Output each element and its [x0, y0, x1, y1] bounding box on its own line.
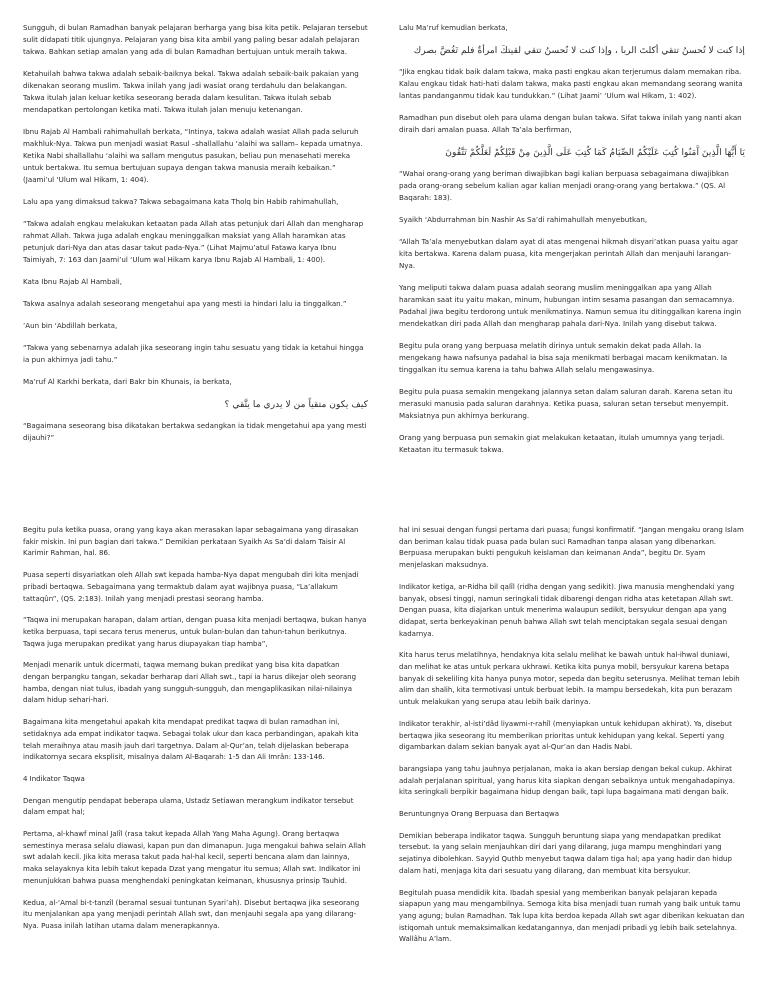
paragraph: Indikator terakhir, al-isti’dâd liyawmi-r-rahîl (menyiapkan untuk kehidupan akhirat). Ya, disebut bertaqwa jika seseorang itu memberikan prioritas untuk kehidupan yang kekal. Seperti yang digambarkan dalam sekian banyak ayat al-Qur’an dan Hadis Nabi. [399, 719, 732, 752]
paragraph: Puasa seperti disyariatkan oleh Allah swt kepada hamba-Nya dapat mengubah diri kita menjadi pribadi bertaqwa. Sebagaimana yang termaktub dalam ayat wajibnya puasa, “La’allakum tattaqûn”, (QS. 2:183). Inilah yang menjadi prestasi seorang hamba. [23, 571, 359, 603]
paragraph: Ramadhan pun disebut oleh para ulama dengan bulan takwa. Sifat takwa inilah yang nanti akan diraih dari amalan puasa. Allah Ta’ala berfirman, [399, 113, 742, 134]
paragraph: Indikator ketiga, ar-Ridha bil qalîl (ridha dengan yang sedikit). Jiwa manusia menghendaki yang banyak, obsesi tinggi, namun seringkali tidak dibarengi dengan ridha atas ketetapan Allah swt. Dengan puasa, kita diajarkan untuk menerima walaupun sedikit, bersyukur dengan apa yang didapat, serta berkeyakinan penuh bahwa Allah swt telah menciptakan segala sesuai dengan kadarnya. [399, 582, 735, 638]
paragraph: Begitu pula ketika puasa, orang yang kaya akan merasakan lapar sebagaimana yang dirasakan fakir miskin. Ini pun bagian dari takwa.” Demikian perkataan Syaikh As Sa’di dalam Taisir Al Karimir Rahman, hal. 86. [23, 526, 359, 558]
paragraph: Begitulah puasa mendidik kita. Ibadah spesial yang memberikan banyak pelajaran kepada siapapun yang mau mengambilnya. Semoga kita bisa menjadi tuan rumah yang baik untuk tamu yang agung; bulan Ramadhan. Tak lupa kita berdoa kepada Allah swt agar diberikan kekuatan dan istiqomah untuk memaksimalkan kedatangannya, dan menjadi pribadi yg lebih baik setelahnya. Wallâhu A’lam. [399, 888, 745, 944]
paragraph: Begitu pula orang yang berpuasa melatih dirinya untuk semakin dekat pada Allah. Ia mengekang hawa nafsunya padahal ia bisa saja menikmati berbagai macam kenikmatan. Ia tinggalkan itu semua karena ia tahu bahwa Allah selalu mengawasinya. [399, 341, 728, 374]
quote-paragraph: “Taqwa ini merupakan harapan, dalam artian, dengan puasa kita menjadi bertaqwa, bukan hanya ketika berpuasa, tapi secara terus menerus, untuk bulan-bulan dan tahun-tahun berikutnya. Taqwa juga merupakan predikat yang harus diupayakan tiap hamba”, [23, 616, 367, 648]
page-1-left-column [23, 22, 368, 454]
section-heading: 4 Indikator Taqwa [23, 774, 85, 783]
paragraph: Lalu Ma’ruf kemudian berkata, [399, 23, 508, 32]
paragraph: hal ini sesuai dengan fungsi pertama dari puasa; fungsi konfirmatif. “Jangan mengaku orang Islam dan beriman kalau tidak puasa pada bulan suci Ramadhan tanpa alasan yang dibenarkan. Berpuasa merupakan bukti pengukuh keislaman dan keimanan Anda”, begitu Dr. Syam menjelaskan maksudnya. [399, 526, 744, 570]
paragraph: Lalu apa yang dimaksud takwa? Takwa sebagaimana kata Tholq bin Habib rahimahullah, [23, 197, 339, 206]
paragraph: ’Aun bin ‘Abdillah berkata, [23, 321, 118, 330]
document-page-2 [0, 515, 768, 1006]
quote-paragraph: “Jika engkau tidak baik dalam takwa, maka pasti engkau akan terjerumus dalam memakan riba. Kalau engkau tidak hati-hati dalam takwa, maka pasti engkau akan memandang seorang wanita lantas pandanganmu tidak kau tundukkan.” (Lihat Jaami’ ‘Ulum wal Hikam, 1: 402). [399, 67, 743, 100]
paragraph: Demikian beberapa indikator taqwa. Sungguh beruntung siapa yang mendapatkan predikat tersebut. Ia yang selain menjauhkan diri dari yang dilarang, juga mampu menghindari yang sejatinya dibolehkan. Sayyid Quthb menyebut taqwa dalam tiga hal; apa yang hadir dan hidup dalam hati, menjaga kita dari sesuatu yang dilarang, dan membuat kita bersyukur. [399, 831, 732, 875]
paragraph: Pertama, al-khawf minal Jalîl (rasa takut kepada Allah Yang Maha Agung). Orang bertaqwa semestinya merasa selalu diawasi, kapan pun dan dimanapun. Juga mengakui bahwa selain Allah swt adalah kecil. Jika kita merasa takut pada hal-hal kecil, seperti bencana alam dan lainnya, maka selayaknya kita lebih takut kepada Dzat yang mengatur itu semua; Allah swt. Indikator ini menunjukkan bahwa puasa menghendaki peningkatan keimanan, khususnya prinsip Tauhid. [23, 830, 366, 885]
document-page-1 [0, 0, 768, 500]
paragraph: barangsiapa yang tahu jauhnya perjalanan, maka ia akan bersiap dengan bekal cukup. Akhirat adalah perjalanan spiritual, yang harus kita siapkan dengan sebaiknya untuk mengahadapinya. kita seringkali berpikir bagaimana hidup dengan baik, tapi lupa bagaimana mati dengan baik. [399, 764, 735, 797]
quote-paragraph: “Takwa adalah engkau melakukan ketaatan pada Allah atas petunjuk dari Allah dan mengharap rahmat Allah. Takwa juga adalah engkau meninggalkan maksiat yang Allah haramkan atas petunjuk dari-Nya dan atas dasar takut pada-Nya.” (Lihat Majmu’atul Fatawa karya Ibnu Taimiyah, 7: 163 dan Jaami’ul ‘Ulum wal Hikam karya Ibnu Rajab Al Hambali, 1: 400). [23, 219, 364, 264]
paragraph: Begitu pula puasa semakin mengekang jalannya setan dalam saluran darah. Karena setan itu merasuki manusia pada saluran darahnya. Ketika puasa, saluran setan tersebut menyempit. Maksiatnya pun akhirnya berkurang. [399, 387, 733, 420]
quote-paragraph: “Allah Ta’ala menyebutkan dalam ayat di atas mengenai hikmah disyari’atkan puasa yaitu agar kita bertakwa. Karena dalam puasa, kita mengerjakan perintah Allah dan menjauhi larangan-Nya. [399, 237, 739, 270]
quote-paragraph: “Bagaimana seseorang bisa dikatakan bertakwa sedangkan ia tidak mengetahui apa yang mesti dijauhi?” [23, 421, 367, 442]
page-1-right-column [399, 22, 745, 466]
arabic-verse: يَا أَيُّهَا الَّذِينَ آَمَنُوا كُتِبَ عَلَيْكُمُ الصِّيَامُ كَمَا كُتِبَ عَلَى الَّذِينَ مِنْ قَبْلِكُمْ لَعَلَّكُمْ تَتَّقُونَ [445, 147, 745, 158]
paragraph: Yang meliputi takwa dalam puasa adalah seorang muslim meninggalkan apa yang Allah haramkan saat itu yaitu makan, minum, hubungan intim sesama pasangan dan semacamnya. Padahal jiwa begitu terdorong untuk menikmatinya. Namun semua itu ditinggalkan karena ingin mendekatkan diri pada Allah dan mengharap pahala dari-Nya. Inilah yang disebut takwa. [399, 283, 742, 328]
paragraph: Ketahuilah bahwa takwa adalah sebaik-baiknya bekal. Takwa adalah sebaik-baik pakaian yang dikenakan seorang muslim. Takwa inilah yang jadi wasiat orang terdahulu dan belakangan. Takwa itulah jalan keluar ketika seseorang berada dalam kesulitan. Takwa itulah sebab mendapatkan pertolongan ketika mati. Takwa itulah jalan menuju ketenangan. [23, 69, 359, 114]
quote-paragraph: “Takwa yang sebenarnya adalah jika seseorang ingin tahu sesuatu yang tidak ia ketahui hingga ia pun akhirnya jadi tahu.” [23, 343, 364, 364]
page-2-right-column [399, 525, 745, 956]
quote-paragraph: “Wahai orang-orang yang beriman diwajibkan bagi kalian berpuasa sebagaimana diwajibkan pada orang-orang sebelum kalian agar kalian menjadi orang-orang yang bertakwa.” (QS. Al Baqarah: 183). [399, 169, 729, 202]
paragraph: Sungguh, di bulan Ramadhan banyak pelajaran berharga yang bisa kita petik. Pelajaran tersebut sulit didapati titik ujungnya. Pelajaran yang bisa kita ambil yang paling besar adalah pelajaran takwa. Bahkan setiap amalan yang ada di bulan Ramadhan bertujuan untuk meraih takwa. [23, 23, 368, 56]
paragraph: Syaikh ‘Abdurrahman bin Nashir As Sa’di rahimahullah menyebutkan, [399, 215, 648, 224]
page-2-left-column [23, 525, 368, 943]
paragraph: Ibnu Rajab Al Hambali rahimahullah berkata, “Intinya, takwa adalah wasiat Allah pada seluruh makhluk-Nya. Takwa pun menjadi wasiat Rasul –shallallahu ‘alaihi wa sallam– kepada umatnya. Ketika Nabi shallallahu ‘alaihi wa sallam mengutus pasukan, beliau pun menasehati mereka untuk bertakwa. Itu semua bertujuan supaya dengan takwa manusia meraih kebaikan.” (Jaami’ul ‘Ulum wal Hikam, 1: 404). [23, 127, 363, 184]
paragraph: Ma’ruf Al Karkhi berkata, dari Bakr bin Khunais, ia berkata, [23, 377, 232, 386]
paragraph: Kita harus terus melatihnya, hendaknya kita selalu melihat ke bawah untuk hal-ihwal duniawi, dan melihat ke atas untuk perkara ukhrawi. Ketika kita punya mobil, bersyukur karena betapa banyak di sekeliling kita hanya punya motor, sepeda dan begitu seterusnya. Melihat teman lebih alim dan shalih, kita termotivasi untuk berbuat lebih. Ia mampu bersedekah, kita pun berazam untuk melakukan yang serupa atau lebih baik darinya. [399, 651, 740, 707]
paragraph: Dengan mengutip pendapat beberapa ulama, Ustadz Setiawan merangkum indikator tersebut dalam empat hal; [23, 796, 354, 817]
paragraph: Menjadi menarik untuk dicermati, taqwa memang bukan predikat yang bisa kita dapatkan dengan berpangku tangan, sekadar berharap dari Allah swt., tapi ia harus dikejar oleh seorang hamba, dengan niat tulus, ibadah yang sungguh-sungguh, dan mengaplikasikan nilai-nilainya dalam hidup sehari-hari. [23, 661, 357, 705]
arabic-text: إذا كنت لا تُحسنُ تتقي أكلتَ الربا ، وإذا كنت لا تُحسنُ تتقي لقيتكَ امرأةٌ فلم تَغُضَّ بصرك [413, 45, 745, 56]
paragraph: Kedua, al-‘Amal bi-t-tanzîl (beramal sesuai tuntunan Syari’ah). Disebut bertaqwa jika seseorang itu menjalankan apa yang menjadi perintah Allah swt, dan menjauhi segala apa yang dilarang-Nya. Puasa inilah latihan utama dalam menerapkannya. [23, 898, 360, 930]
paragraph: Orang yang berpuasa pun semakin giat melakukan ketaatan, itulah umumnya yang terjadi. Ketaatan itu termasuk takwa. [399, 433, 725, 454]
paragraph: Takwa asalnya adalah seseorang mengetahui apa yang mesti ia hindari lalu ia tinggalkan.” [23, 299, 347, 308]
paragraph: Kata Ibnu Rajab Al Hambali, [23, 277, 123, 286]
section-heading: Beruntungnya Orang Berpuasa dan Bertaqwa [399, 810, 559, 819]
arabic-text: كيف يكون متقياً من لا يدري ما يتَّقي ؟ [224, 399, 368, 410]
paragraph: Bagaimana kita mengetahui apakah kita mendapat predikat taqwa di bulan ramadhan ini, setidaknya ada empat indikator taqwa. Sebagai tolak ukur dan kaca perbandingan, apakah kita telah meraihnya atau masih jauh dari targetnya. Dalam al-Qur’an, telah dijelaskan beberapa indikatornya secara eksplisit, misalnya dalam Al-Baqarah: 1-5 dan Ali Imrân: 133-146. [23, 718, 359, 762]
